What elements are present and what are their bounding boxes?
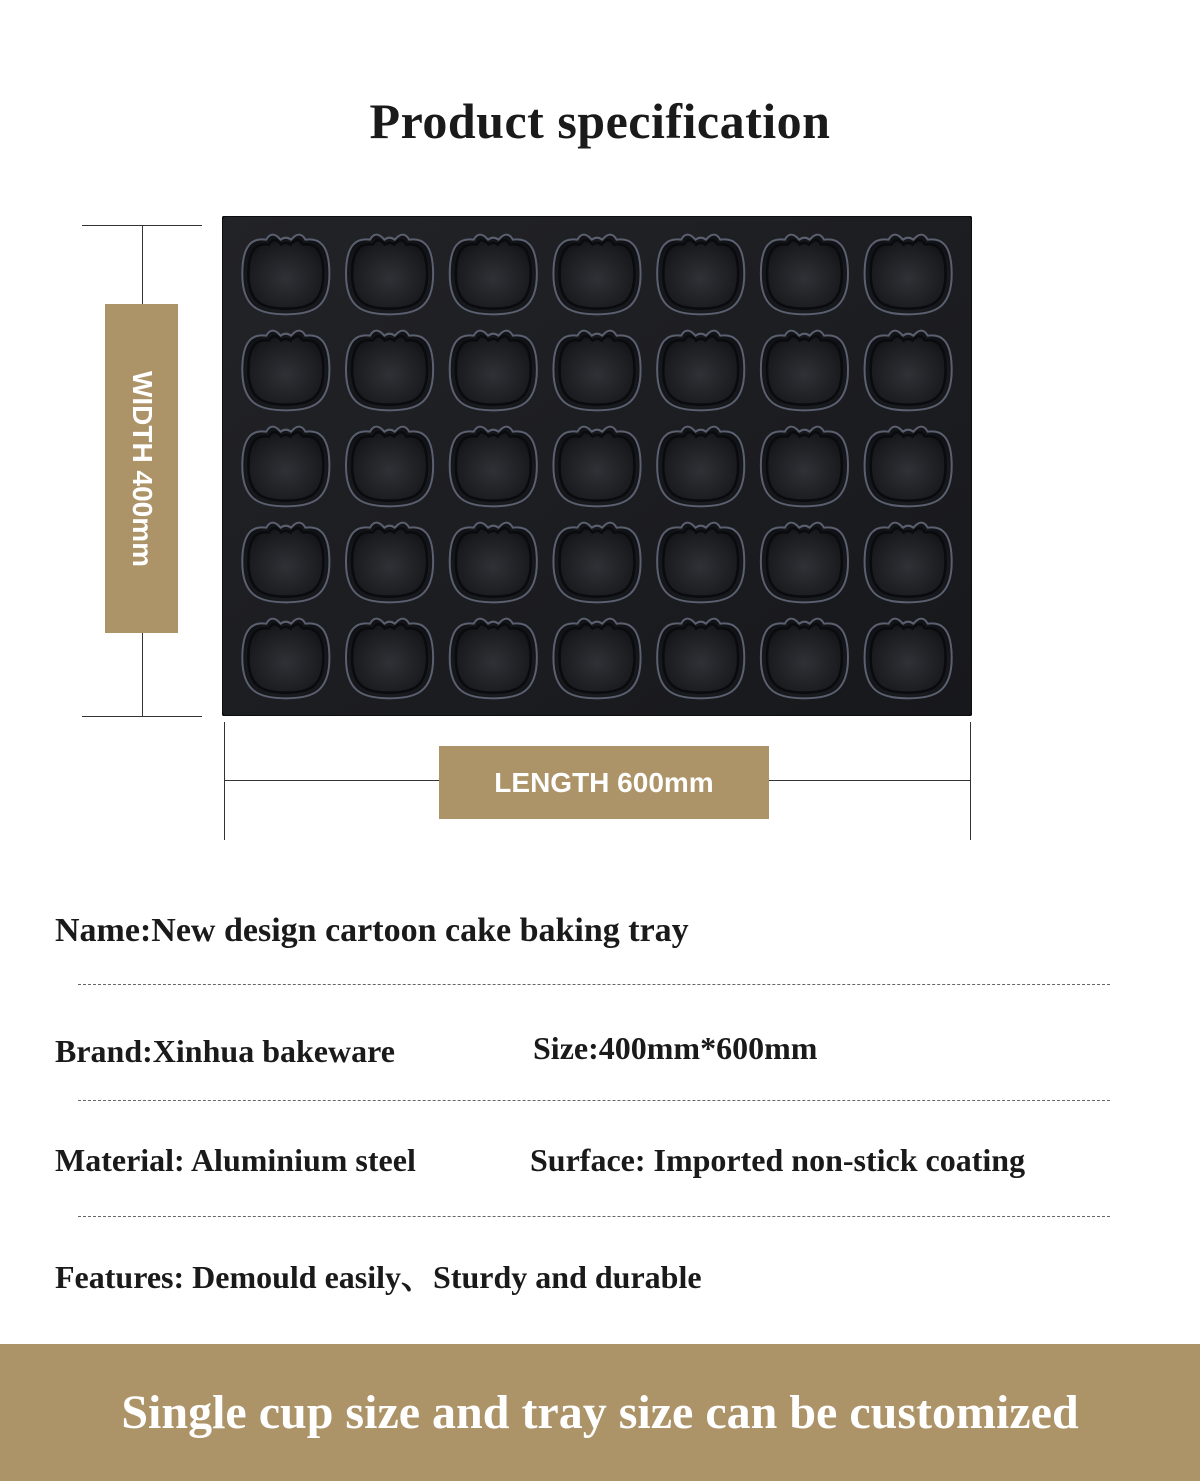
baking-tray-image — [222, 216, 972, 716]
divider — [78, 1216, 1110, 1217]
divider — [78, 1100, 1110, 1101]
spec-name: Name:New design cartoon cake baking tray — [55, 912, 689, 949]
customization-banner — [0, 1344, 1200, 1481]
spec-size: Size:400mm*600mm — [533, 1030, 818, 1066]
spec-surface: Surface: Imported non-stick coating — [530, 1142, 1026, 1178]
length-right-extension-line — [970, 722, 971, 840]
width-label — [105, 304, 178, 633]
spec-features: Features: Demould easily、Sturdy and durable — [55, 1259, 702, 1295]
divider — [78, 984, 1110, 985]
page-title: Product specification — [369, 93, 831, 149]
length-left-extension-line — [224, 722, 225, 840]
width-label-text: WIDTH 400mm — [126, 370, 158, 567]
spec-brand: Brand:Xinhua bakeware — [55, 1033, 395, 1069]
spec-material: Material: Aluminium steel — [55, 1142, 416, 1178]
length-label: LENGTH 600mm — [439, 746, 769, 819]
customization-banner-text: Single cup size and tray size can be customized — [121, 1386, 1079, 1439]
